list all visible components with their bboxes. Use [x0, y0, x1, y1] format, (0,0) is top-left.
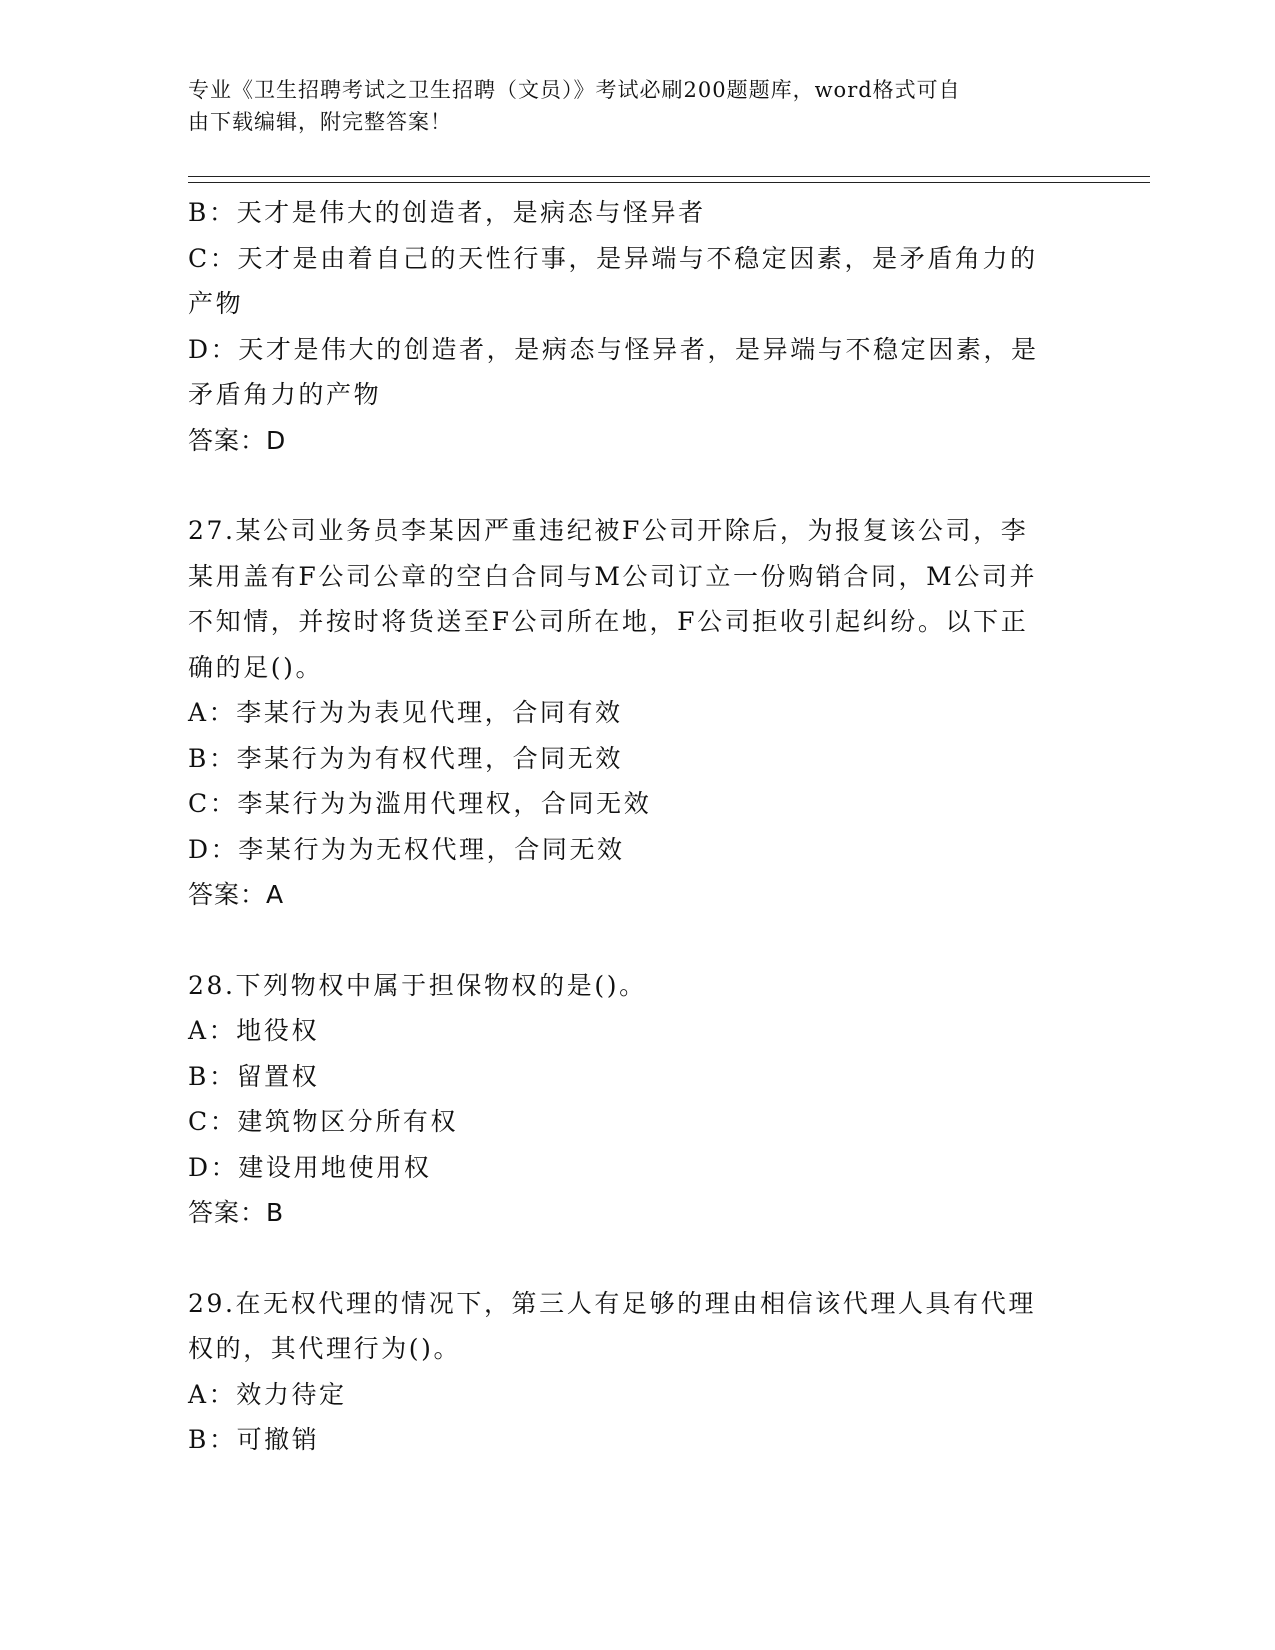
option-c: C：天才是由着自己的天性行事，是异端与不稳定因素，是矛盾角力的	[188, 243, 1038, 273]
option-b: B：留置权	[188, 1061, 320, 1091]
question-text: 权的，其代理行为()。	[188, 1334, 462, 1363]
option-a: A：李某行为为表见代理，合同有效	[188, 698, 623, 727]
question-content	[188, 190, 1088, 1463]
question-text: 29.在无权代理的情况下，第三人有足够的理由相信该代理人具有代理	[188, 1288, 1036, 1318]
block-spacer	[188, 463, 1088, 508]
block-spacer	[188, 918, 1088, 963]
answer-line: 答案：A	[188, 880, 285, 909]
question-block-28	[188, 963, 1088, 1236]
option-b: B：可撤销	[188, 1425, 320, 1454]
block-spacer	[188, 1236, 1088, 1281]
question-block-26	[188, 190, 1088, 463]
option-d-cont: 矛盾角力的产物	[188, 380, 382, 409]
option-c-cont: 产物	[188, 289, 244, 318]
option-b: B：李某行为为有权代理，合同无效	[188, 743, 623, 773]
option-a: A：效力待定	[188, 1379, 347, 1409]
header-line-1: 专业《卫生招聘考试之卫生招聘（文员）》考试必刷200题题库，word格式可自	[188, 78, 961, 102]
option-d: D：李某行为为无权代理，合同无效	[188, 834, 625, 864]
header-line-2: 由下载编辑，附完整答案！	[188, 110, 452, 134]
page-header	[188, 74, 1068, 138]
question-text: 某用盖有F公司公章的空白合同与M公司订立一份购销合同，M公司并	[188, 561, 1038, 591]
option-c: C：李某行为为滥用代理权，合同无效	[188, 789, 652, 818]
option-d: D：天才是伟大的创造者，是病态与怪异者，是异端与不稳定因素，是	[188, 334, 1039, 364]
option-b: B：天才是伟大的创造者，是病态与怪异者	[188, 198, 706, 227]
option-c: C：建筑物区分所有权	[188, 1107, 459, 1136]
header-rule-thin	[188, 182, 1150, 183]
answer-line: 答案：B	[188, 1198, 285, 1227]
question-block-29	[188, 1281, 1088, 1463]
question-text: 27.某公司业务员李某因严重违纪被F公司开除后，为报复该公司，李	[188, 516, 1029, 545]
option-a: A：地役权	[188, 1016, 320, 1045]
header-rule-thick	[188, 176, 1150, 177]
answer-line: 答案：D	[188, 425, 287, 455]
option-d: D：建设用地使用权	[188, 1152, 432, 1182]
question-block-27	[188, 508, 1088, 918]
question-text: 不知情，并按时将货送至F公司所在地，F公司拒收引起纠纷。以下正	[188, 607, 1029, 636]
question-text: 确的足()。	[188, 652, 324, 682]
question-text: 28.下列物权中属于担保物权的是()。	[188, 970, 647, 1000]
